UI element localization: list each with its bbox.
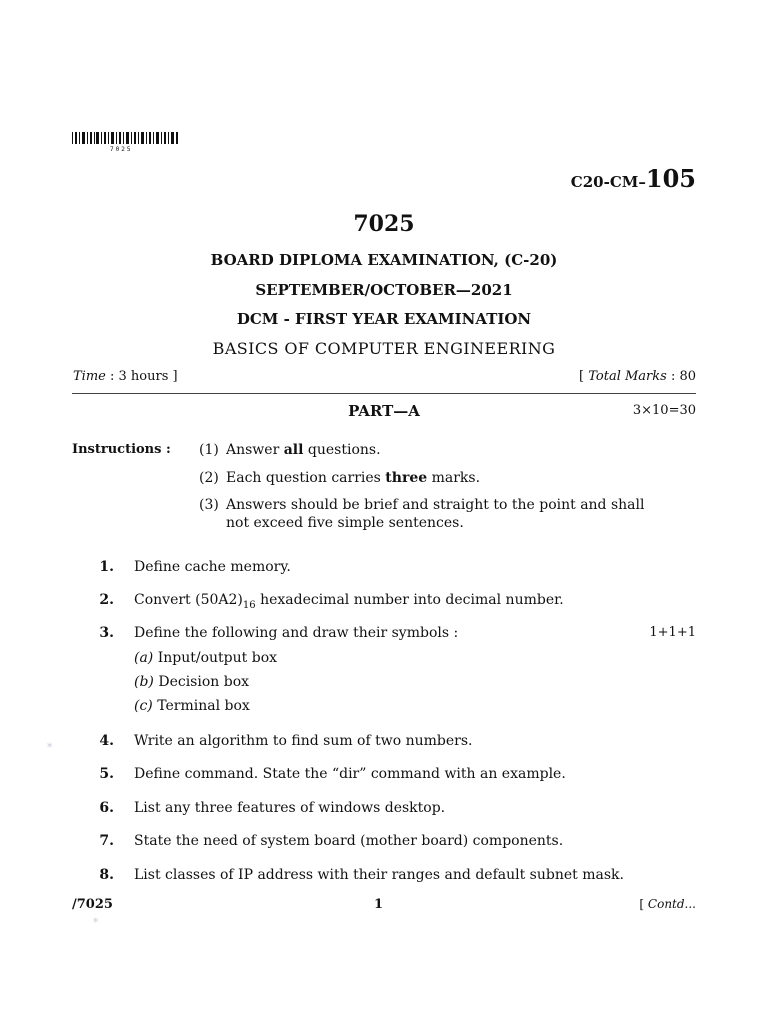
session-heading: SEPTEMBER/OCTOBER—2021: [255, 281, 513, 299]
question-text: Define command. State the “dir” command with an example.: [134, 766, 566, 782]
instructions-label: Instructions :: [72, 442, 171, 457]
question-text: Write an algorithm to find sum of two numbers.: [134, 733, 473, 749]
footer-contd: Contd...: [647, 897, 696, 911]
sub-question: [134, 650, 277, 666]
question-number: 5.: [99, 766, 114, 782]
instruction-emphasis: three: [385, 470, 428, 486]
faint-mark: *: [93, 916, 99, 929]
instruction-text: Each question carries: [226, 470, 386, 486]
instruction-number: (3): [199, 497, 219, 513]
sub-question-label: (c): [134, 698, 153, 714]
question-number: 1.: [99, 559, 114, 575]
instruction-item: [199, 496, 679, 532]
page-number: 1: [374, 897, 384, 912]
time-label: Time: [73, 369, 106, 384]
question-marks: 1+1+1: [649, 625, 696, 640]
paper-code: [571, 164, 696, 193]
question-text: State the need of system board (mother board) components.: [134, 833, 564, 849]
time-value: : 3 hours ]: [110, 369, 178, 384]
total-marks-value: : 80: [666, 369, 696, 384]
instruction-item: [199, 441, 679, 459]
paper-code-prefix: C20-CM–: [570, 173, 646, 191]
instruction-text: Answers should be brief and straight to the point and shall: [226, 497, 645, 513]
exam-heading: DCM - FIRST YEAR EXAMINATION: [236, 310, 532, 328]
subject-heading: BASICS OF COMPUTER ENGINEERING: [212, 339, 556, 358]
question-text: Define the following and draw their symbols :: [134, 625, 459, 641]
total-marks-label: Total Marks: [588, 369, 667, 384]
sub-question-label: (b): [134, 674, 154, 690]
instruction-text: questions.: [303, 442, 381, 458]
question-text: [134, 592, 564, 611]
footer-code: /7025: [72, 897, 113, 912]
sub-question: [134, 674, 249, 690]
time-allowed: [73, 369, 178, 384]
instruction-text: marks.: [427, 470, 481, 486]
instruction-text-continued: not exceed five simple sentences.: [226, 515, 464, 531]
instruction-number: (1): [199, 442, 219, 458]
question-text: List classes of IP address with their ranges and default subnet mask.: [134, 867, 624, 883]
question-number: 6.: [99, 800, 114, 816]
paper-code-number: 105: [645, 164, 696, 193]
sub-question-text: Terminal box: [157, 698, 250, 714]
instruction-number: (2): [199, 470, 219, 486]
instruction-emphasis: all: [283, 442, 304, 458]
exam-number: 7025: [353, 211, 415, 237]
sub-question-text: Input/output box: [157, 650, 278, 666]
barcode-number: 7025: [110, 146, 133, 153]
question-text: Define cache memory.: [134, 559, 291, 575]
question-number: 8.: [99, 867, 114, 883]
part-title: PART—A: [348, 402, 420, 420]
instruction-text: Answer: [226, 442, 284, 458]
sub-question: [134, 698, 250, 714]
total-marks-bracket: [: [579, 369, 589, 384]
question-number: 2.: [99, 592, 114, 608]
divider-line: [72, 393, 696, 394]
part-marks: 3×10=30: [632, 403, 696, 418]
question-text-part: hexadecimal number into decimal number.: [255, 592, 564, 608]
board-heading: BOARD DIPLOMA EXAMINATION, (C-20): [210, 251, 558, 269]
question-number: 7.: [99, 833, 114, 849]
total-marks: [579, 369, 696, 384]
question-number: 3.: [99, 625, 114, 641]
sub-question-label: (a): [134, 650, 154, 666]
footer-continued: [639, 897, 696, 911]
faint-mark: *: [47, 741, 53, 754]
instruction-item: [199, 469, 679, 487]
base-subscript: 16: [242, 599, 256, 611]
footer-bracket: [: [639, 897, 648, 911]
sub-question-text: Decision box: [158, 674, 250, 690]
question-number: 4.: [99, 733, 114, 749]
question-text: List any three features of windows desktop.: [134, 800, 446, 816]
question-text-part: Convert (50A2): [134, 592, 243, 608]
